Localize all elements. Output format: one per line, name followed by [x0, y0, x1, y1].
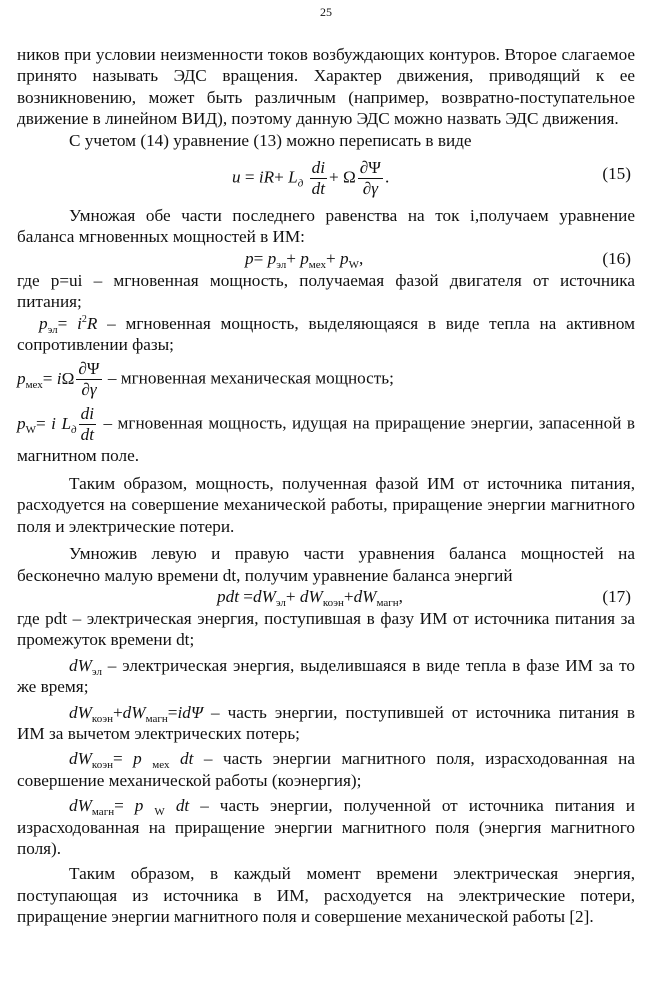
dw-coen-formula: $dW_{коэн}= p$ $_{мех}$ dt: [69, 749, 194, 772]
paragraph-9: Умножив левую и правую части уравнения баланса мощностей на бесконечно малую времени dt, получим уравнение баланса энергий: [17, 544, 635, 585]
paragraph-13: $dW_{коэн}= p$ $_{мех}$ dt – часть энергии магнитного поля, израсходованная на совершение механической работы (коэнергия);: [17, 749, 636, 790]
paragraph-12: $dW_{коэн}+dW_{магн}=id\Psi$ – часть энергии, поступившей от источника питания в ИМ за вычетом электрических потерь;: [17, 702, 635, 743]
paragraph-5: $p_{эл}= i^2R$ – мгновенная мощность, выделяющаяся в виде тепла на активном сопротивлении фазы;: [17, 313, 635, 355]
paragraph-4: где p=ui – мгновенная мощность, получаемая фазой двигателя от источника питания;: [17, 270, 635, 312]
equation-17: [17, 586, 635, 608]
p-el-formula: $p_{эл}= i^2R$: [39, 313, 98, 336]
equation-17-number: (17): [602, 586, 631, 606]
equation-15-number: (15): [602, 164, 631, 184]
paragraph-15: Таким образом, в каждый момент времени электрическая энергия, поступающая из источника в ИМ, расходуется на электрические потери, приращение энергии магнитного поля и совершение механической работы [2].: [17, 864, 635, 927]
paragraph-8: Таким образом, мощность, полученная фазой ИМ от источника питания, расходуется на совершение механической работы, приращение энергии магнитного поля и электрические потери.: [17, 473, 635, 536]
dw-el-formula: $dW_{эл}$: [69, 655, 102, 678]
paragraph-1: ников при условии неизменности токов возбуждающих контуров. Второе слагаемое принято называть ЭДС вращения. Характер движения, приводящий к ее возникновению, может быть различным (например, возвратно-поступательное движение в линейном ВИД), поэтому данную ЭДС можно назвать ЭДС движения.: [17, 45, 635, 129]
equation-17-formula: pdt $=dW_{эл}+ dW_{коэн}+dW_{магн}$,: [217, 586, 403, 609]
page-number: 25: [320, 5, 332, 19]
paragraph-11: $dW_{эл}$ – электрическая энергия, выделившаяся в виде тепла в фазе ИМ за то же время;: [17, 655, 635, 697]
document-body: [17, 44, 635, 928]
paragraph-3: Умножая обе части последнего равенства на ток i,получаем уравнение баланса мгновенных мощностей в ИМ:: [17, 206, 635, 247]
dw-sum-formula: $dW_{коэн}+dW_{магн}=id\Psi$: [69, 702, 203, 725]
p-mech-formula: $p_{мех}= i\Omega$ $\frac{\partial\Psi}{\partial\gamma}$: [17, 359, 100, 400]
equation-15: [17, 151, 635, 197]
paragraph-6: $p_{мех}= i\Omega$ $\frac{\partial\Psi}{\partial\gamma}$ – мгновенная механическая мощность;: [17, 359, 394, 400]
paragraph-14: $dW_{магн}= p$ $_W$ dt – часть энергии, полученной от источника питания и израсходованная на приращение энергии магнитного поля (энергия магнитного поля).: [17, 796, 635, 858]
equation-16: [17, 248, 635, 270]
equation-15-formula: $u = iR+ L_д$ $\frac{di}{dt}$ + Ω $\frac{\partial\Psi}{\partial\gamma}$ .: [232, 158, 390, 199]
paragraph-2: С учетом (14) уравнение (13) можно переписать в виде: [69, 130, 472, 150]
paragraph-10: где pdt – электрическая энергия, поступившая в фазу ИМ от источника питания за промежуток времени dt;: [17, 608, 635, 650]
equation-16-formula: $p= p_{эл}+ p_{мех}+ p_W$,: [245, 248, 364, 271]
equation-16-number: (16): [602, 248, 631, 268]
p-w-formula: $p_W= i$ $L_д$ $\frac{di}{dt}$: [17, 404, 94, 445]
dw-magn-formula: $dW_{магн}= p$ $_W$ dt: [69, 796, 190, 819]
paragraph-7: $p_W= i$ $L_д$ $\frac{di}{dt}$ – мгновенная мощность, идущая на приращение энергии, запасенной в магнитном поле.: [17, 404, 635, 466]
